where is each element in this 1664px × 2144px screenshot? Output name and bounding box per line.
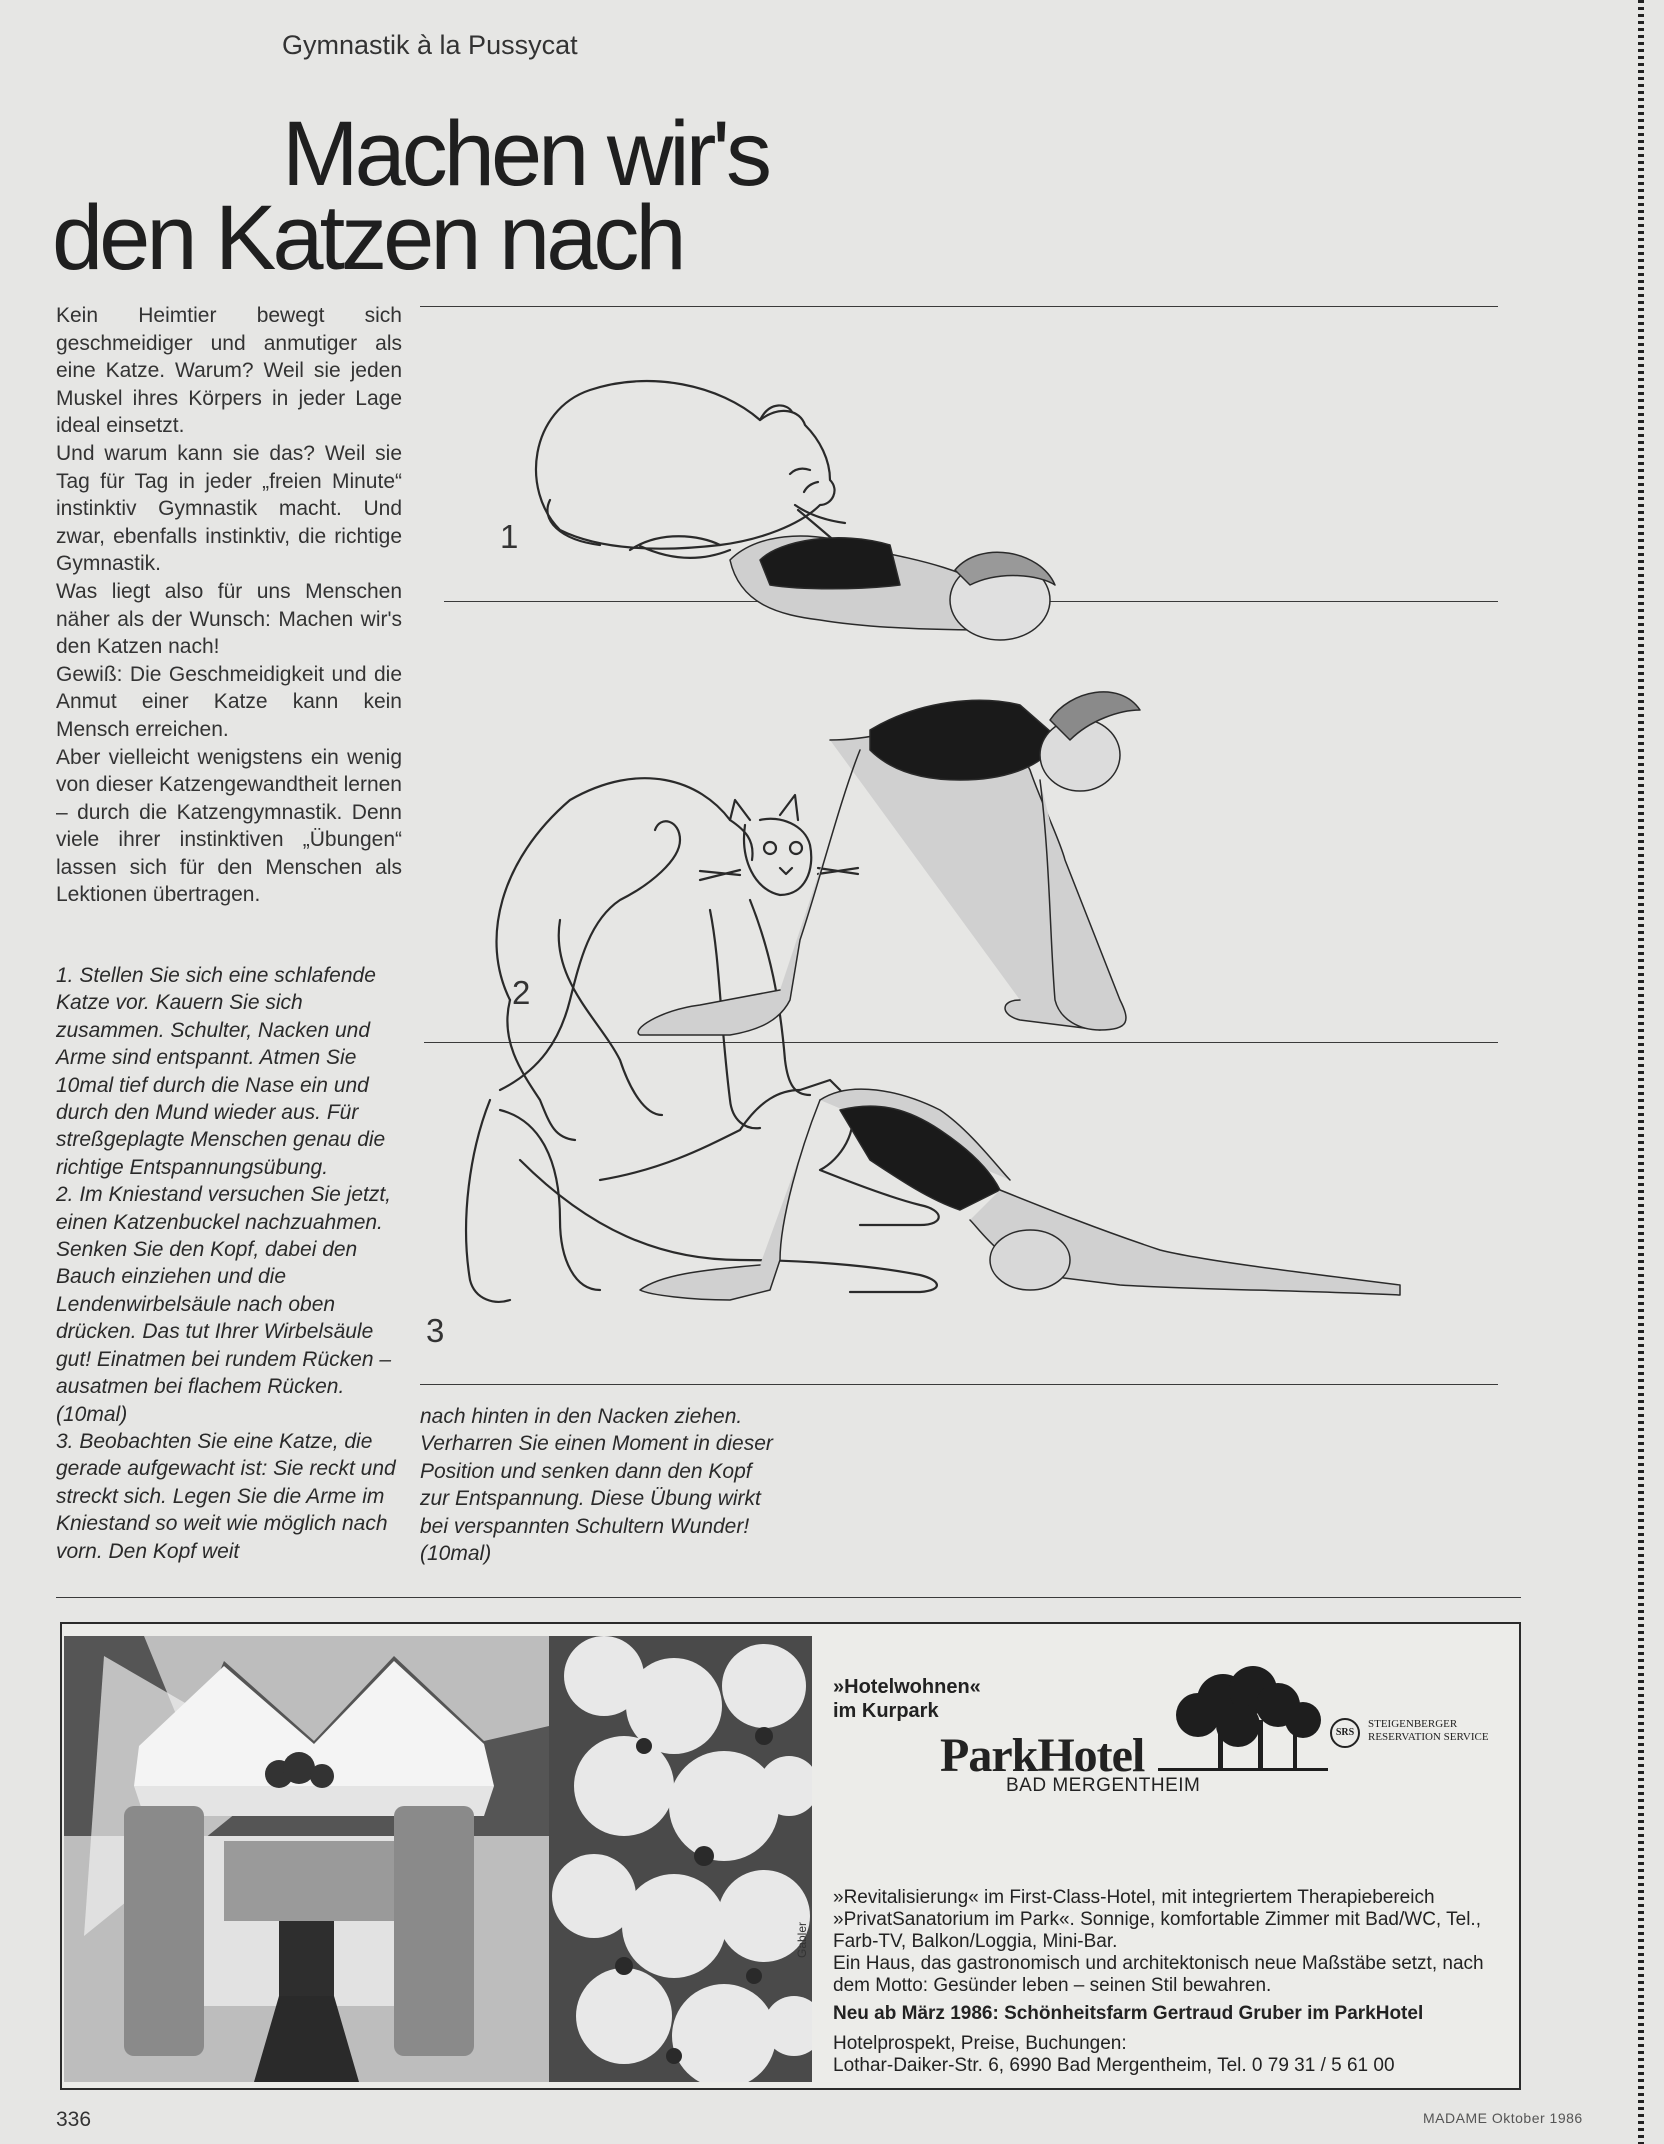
person-childs-pose bbox=[730, 536, 1055, 640]
ad-tagline-line-1: »Hotelwohnen« bbox=[833, 1676, 981, 1698]
exercise-step-3: 3. Beobachten Sie eine Katze, die gerade aufgewacht ist: Sie reckt und streckt sich. Legen Sie die Arme im Kniestand so weit wie möglich nach vorn. Den Kopf weit bbox=[56, 1429, 396, 1563]
hotel-photos bbox=[64, 1636, 812, 2082]
srs-text bbox=[1368, 1718, 1489, 1744]
srs-line-1: STEIGENBERGER bbox=[1368, 1718, 1458, 1730]
hotel-location: BAD MERGENTHEIM bbox=[1006, 1775, 1201, 1796]
intro-text bbox=[56, 302, 402, 909]
exercise-step-2: 2. Im Kniestand versuchen Sie jetzt, einen Katzenbuckel nachzuahmen. Senken Sie den Kopf, dabei den Bauch einziehen und die Lendenwirbelsäule nach oben drücken. Das tut Ihrer Wirbelsäule gut! Einatmen bei rundem Rücken – ausatmen bei flachem Rücken. (10mal) bbox=[56, 1183, 392, 1426]
srs-badge: SRS bbox=[1330, 1718, 1360, 1748]
intro-paragraph: Aber vielleicht wenigstens ein wenig von dieser Katzengewandtheit lernen – durch die Katzengymnastik. Denn viele ihrer instinktiven „Übungen“ lassen sich für den Menschen als Lektionen übertragen. bbox=[56, 745, 402, 907]
intro-paragraph: Kein Heimtier bewegt sich geschmeidiger und anmutiger als eine Katze. Warum? Weil sie jeden Muskel ihres Körpers in jeder Lage ideal einsetzt. bbox=[56, 304, 402, 438]
exercise-illustrations bbox=[400, 300, 1510, 1390]
ad-highlight: Neu ab März 1986: Schönheitsfarm Gertraud Gruber im ParkHotel bbox=[833, 2003, 1424, 2024]
exercise-step-1: 1. Stellen Sie sich eine schlafende Katze vor. Kauern Sie sich zusammen. Schulter, Nacken und Arme sind entspannt. Atmen Sie 10mal tief durch die Nase ein und durch den Mund wieder aus. Für streßgeplagte Menschen genau die richtige Entspannungsübung. bbox=[56, 964, 386, 1179]
ad-contact-label: Hotelprospekt, Preise, Buchungen: bbox=[833, 2033, 1127, 2054]
ad-tagline-line-2: im Kurpark bbox=[833, 1700, 939, 1722]
person-stretch-pose bbox=[640, 1089, 1400, 1300]
headline-line-2: den Katzen nach bbox=[52, 187, 683, 289]
divider-line bbox=[56, 1597, 1521, 1598]
figure-number-3: 3 bbox=[426, 1312, 445, 1349]
magazine-footer: MADAME Oktober 1986 bbox=[1423, 2110, 1583, 2126]
person-cat-cow-pose bbox=[638, 692, 1140, 1035]
ad-body-paragraph: Ein Haus, das gastronomisch und architektonisch neue Maßstäbe setzt, nach dem Motto: Gesünder leben – seinen Stil bewahren. bbox=[833, 1953, 1484, 1996]
intro-paragraph: Was liegt also für uns Menschen näher als der Wunsch: Machen wir's den Katzen nach! bbox=[56, 579, 402, 659]
exercise-steps bbox=[56, 962, 396, 1565]
hotel-logo: ParkHotel bbox=[940, 1729, 1145, 1782]
exercise-step-3-continued: nach hinten in den Nacken ziehen. Verharren Sie einen Moment in dieser Position und senken dann den Kopf zur Entspannung. Diese Übung wirkt bei verspannten Schultern Wunder! (10mal) bbox=[420, 1405, 773, 1566]
ad-body-copy bbox=[833, 1887, 1493, 2077]
srs-line-2: RESERVATION SERVICE bbox=[1368, 1731, 1489, 1743]
figure-number-1: 1 bbox=[500, 518, 519, 555]
ad-body-paragraph: »Revitalisierung« im First-Class-Hotel, mit integriertem Therapiebereich »PrivatSanatorium im Park«. Sonnige, komfortable Zimmer mit Bad/WC, Tel., Farb-TV, Balkon/Loggia, Mini-Bar. bbox=[833, 1887, 1481, 1952]
figure-number-2: 2 bbox=[512, 974, 531, 1011]
intro-paragraph: Gewiß: Die Geschmeidigkeit und die Anmut einer Katze kann kein Mensch erreichen. bbox=[56, 662, 402, 741]
page-number: 336 bbox=[56, 2108, 92, 2131]
spiral-binding-edge bbox=[1638, 0, 1644, 2144]
section-kicker: Gymnastik à la Pussycat bbox=[282, 30, 578, 60]
article-headline bbox=[52, 103, 792, 289]
headline-line-1: Machen wir's bbox=[282, 103, 768, 205]
stretching-cat-drawing bbox=[466, 821, 939, 1302]
intro-paragraph: Und warum kann sie das? Weil sie Tag für Tag in jeder „freien Minute“ instinktiv Gymnastik macht. Und zwar, ebenfalls instinktiv, die richtige Gymnastik. bbox=[56, 441, 402, 576]
tree-logo-icon bbox=[1158, 1660, 1328, 1780]
photo-credit: Gabler bbox=[795, 1921, 809, 1958]
ad-contact-address: Lothar-Daiker-Str. 6, 6990 Bad Mergentheim, Tel. 0 79 31 / 5 61 00 bbox=[833, 2055, 1395, 2076]
sleeping-cat-drawing bbox=[536, 381, 845, 558]
ad-tagline bbox=[833, 1675, 981, 1723]
arched-cat-drawing bbox=[497, 778, 859, 1140]
